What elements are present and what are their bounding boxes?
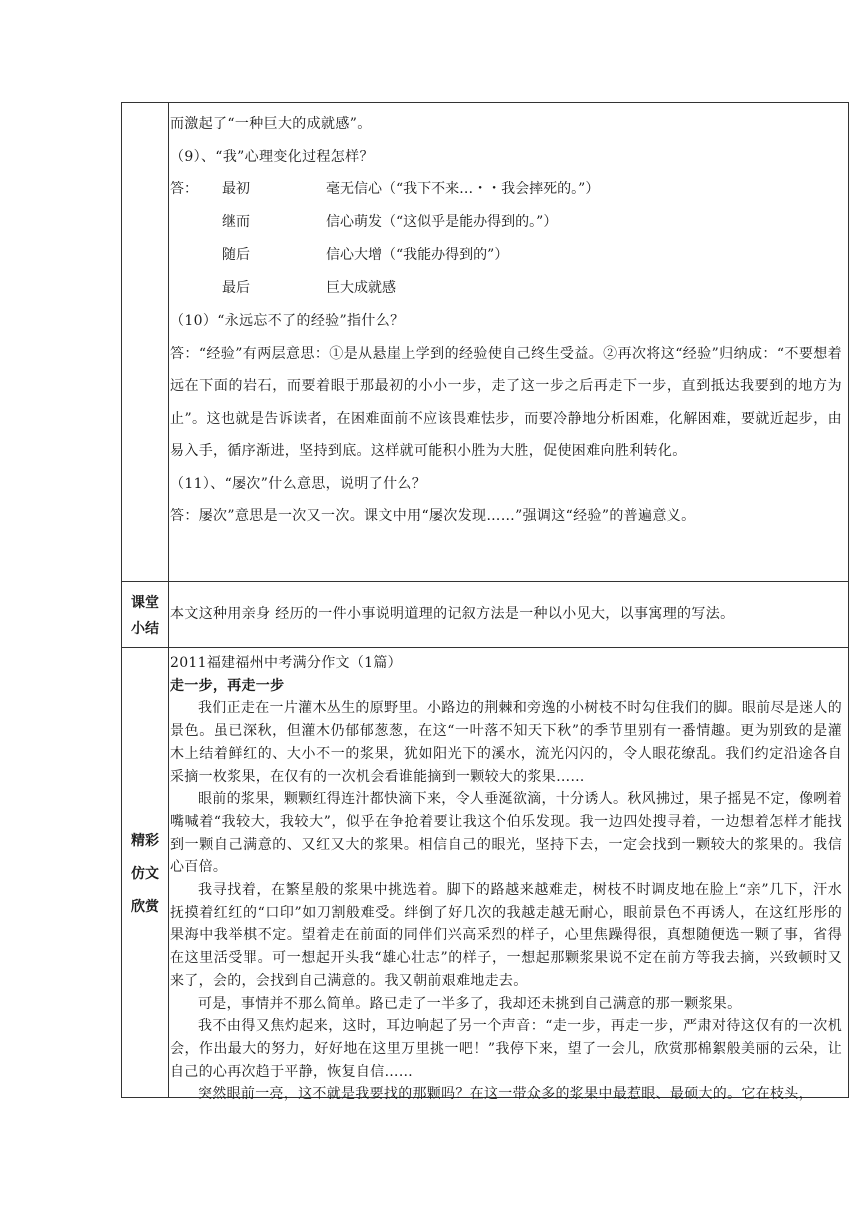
answer-stage-row (170, 239, 842, 272)
answer-stage-row (170, 206, 842, 239)
model-essay-content (170, 652, 842, 1106)
continued-text: 而激起了“一种巨大的成就感”。 (170, 116, 372, 132)
answer-11: 答：屡次”意思是一次又一次。课文中用“屡次发现……”强调这“经验”的普遍意义。 (170, 508, 696, 524)
stage-label: 最初 (222, 181, 250, 197)
question-9: （9）、“我”心理变化过程怎样？ (170, 148, 374, 165)
essay-paragraph: 我寻找着，在繁星般的浆果中挑选着。脚下的路越来越难走，树枝不时调皮地在脸上“亲”几下，汗水抚摸着红红的“口印”如刀割般难受。绊倒了好几次的我越走越无耐心，眼前景色不再诱人，在这红彤彤的果海中我举棋不定。望着走在前面的同伴们兴高采烈的样子，心里焦躁得很，真想随便选一颗了事，省得在这里活受罪。可一想起开头我“雄心壮志”的样子，一想起那颗浆果说不定在前方等我去摘，兴致顿时又来了，会的，会找到自己满意的。我又朝前艰难地走去。 (170, 882, 842, 989)
summary-content (170, 598, 842, 631)
stage-desc: 信心萌发（“这似乎是能办得到的。”） (326, 214, 558, 230)
essay-paragraph: 我们正走在一片灌木丛生的原野里。小路边的荆棘和旁逸的小树枝不时勾住我们的脚。眼前尽是迷人的景色。虽已深秋，但灌木仍郁郁葱葱，在这“一叶落不知天下秋”的季节里别有一番情趣。更为别致的是灌木上结着鲜红的、大小不一的浆果，犹如阳光下的溪水，流光闪闪的，令人眼花缭乱。我们约定沿途各自采摘一枚浆果，在仅有的一次机会看谁能摘到一颗较大的浆果…… (170, 700, 842, 785)
essay-heading: 2011福建福州中考满分作文（1篇） (170, 655, 402, 671)
answer-stage-row (170, 173, 842, 206)
answer-10: 答：“经验”有两层意思：①是从悬崖上学到的经验使自己终生受益。②再次将这“经验”归纳成：“不要想着远在下面的岩石，而要着眼于那最初的小小一步，走了这一步之后再走下一步，直到抵达我要到的地方为止”。这也就是告诉读者，在困难面前不应该畏难怯步，而要冷静地分析困难，化解困难，要就近起步，由易入手，循序渐进，坚持到底。这样就可能积小胜为大胜，促使困难向胜利转化。 (170, 345, 842, 459)
stage-label: 继而 (222, 214, 250, 230)
essay-paragraph: 可是，事情并不那么简单。路已走了一半多了，我却还未挑到自己满意的那一颗浆果。 (198, 995, 742, 1012)
essay-title: 走一步，再走一步 (170, 677, 285, 694)
stage-desc: 信心大增（“我能办得到的”） (326, 247, 509, 263)
row-qa-content (170, 108, 842, 533)
row-divider-1 (122, 581, 848, 582)
question-11: （11）、“屡次”什么意思，说明了什么？ (170, 475, 427, 492)
lesson-table (121, 102, 849, 1103)
question-10: （10）“永远忘不了的经验”指什么？ (170, 313, 405, 329)
essay-paragraph: 突然眼前一亮，这不就是我要找的那颗吗？在这一带众多的浆果中最惹眼、最硕大的。它在枝头， (198, 1086, 813, 1103)
stage-desc: 巨大成就感 (326, 280, 396, 296)
stage-label: 随后 (222, 247, 250, 263)
model-essay-label: 精彩 仿文 欣赏 (131, 833, 159, 915)
stage-label: 最后 (222, 280, 250, 296)
essay-paragraph: 眼前的浆果，颗颗红得连汁都快滴下来，令人垂涎欲滴，十分诱人。秋风拂过，果子摇晃不定，像咧着嘴喊着“我较大，我较大”，似乎在争抢着要让我这个伯乐发现。我一边四处搜寻着，一边想着怎样才能找到一颗自己满意的、又红又大的浆果。相信自己的眼光，坚持下去，一定会找到一颗较大的浆果的。我信心百倍。 (170, 791, 842, 876)
row-divider-2 (122, 647, 848, 648)
label-column-divider (168, 103, 169, 1097)
stage-desc: 毫无信心（“我下不来…・・我会摔死的。”） (326, 181, 600, 197)
summary-text: 本文这种用亲身 经历的一件小事说明道理的记叙方法是一种以小见大，以事寓理的写法。 (170, 606, 735, 622)
essay-paragraph: 我不由得又焦灼起来，这时，耳边响起了另一个声音：“走一步，再走一步，严肃对待这仅有的一次机会，作出最大的努力，好好地在这里万里挑一吧！”我停下来，望了一会儿，欣赏那棉絮般美丽的云朵，让自己的心再次趋于平静，恢复自信…… (170, 1018, 842, 1080)
answer-stage-row (170, 272, 842, 305)
summary-label: 课堂 小结 (131, 595, 159, 637)
answer-prefix: 答： (170, 181, 198, 197)
